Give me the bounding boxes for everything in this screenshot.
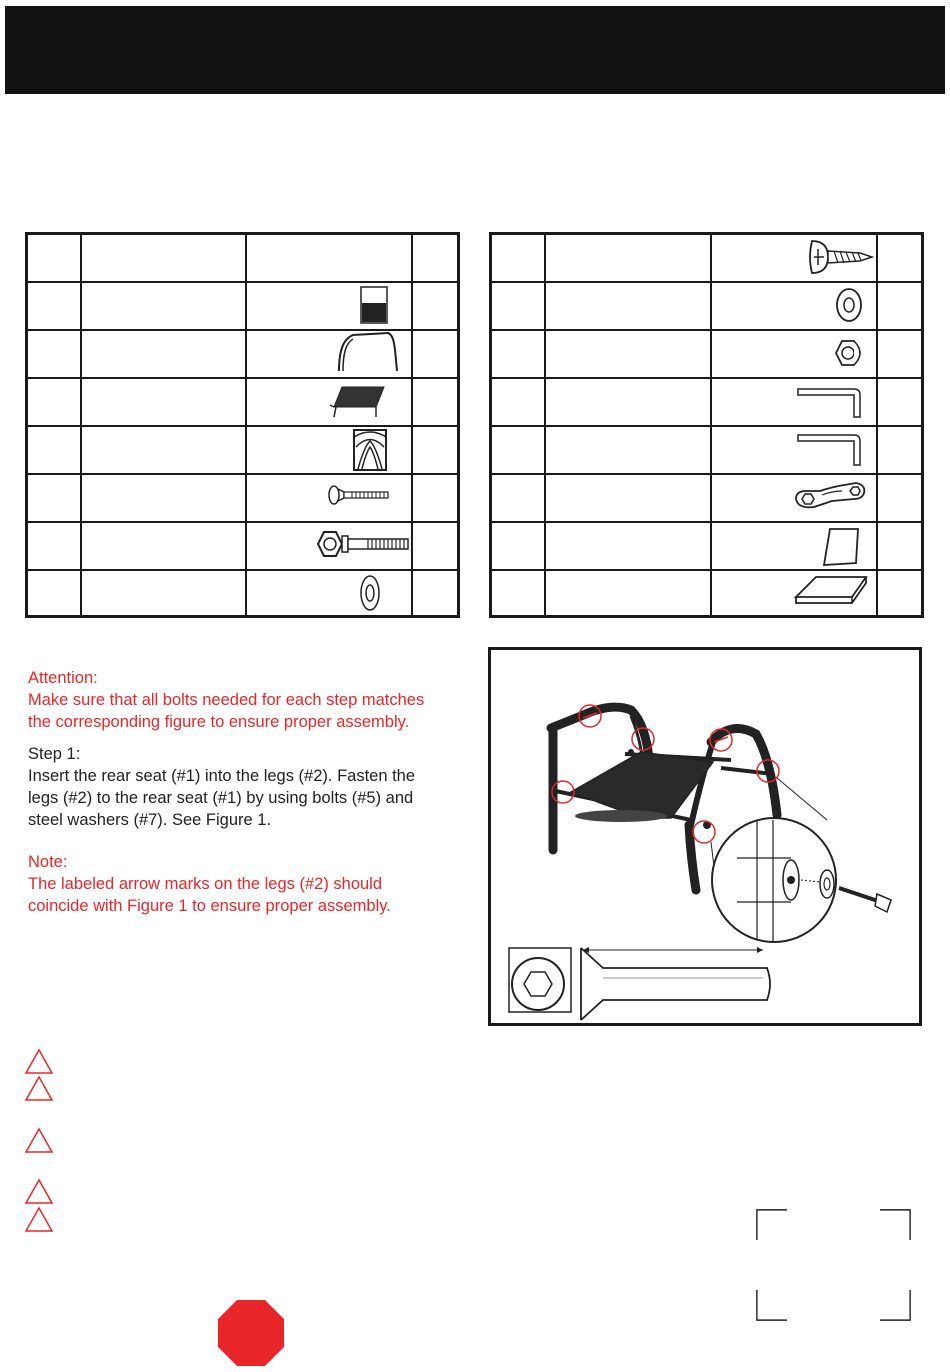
step-title: Step 1: xyxy=(28,745,81,763)
table-row xyxy=(28,473,457,521)
stop-sign-icon xyxy=(217,1299,285,1367)
attention-title: Attention: xyxy=(28,669,98,687)
parts-table-right xyxy=(489,232,924,618)
note-block xyxy=(28,851,391,917)
washer-icon xyxy=(359,573,381,613)
parts-table-left xyxy=(25,232,460,618)
step-line: Insert the rear seat (#1) into the legs (#2). Fasten the xyxy=(28,767,416,785)
corner-mark-top-left xyxy=(755,1208,787,1240)
table-row xyxy=(28,377,457,425)
corner-mark-top-right xyxy=(880,1208,912,1240)
hex-bolt-icon xyxy=(312,526,412,562)
table-row xyxy=(28,425,457,473)
warning-triangle-icon xyxy=(24,1075,54,1102)
cap-nut-icon xyxy=(832,335,866,371)
note-line: coincide with Figure 1 to ensure proper assembly. xyxy=(28,897,391,915)
figure-1-box xyxy=(488,647,922,1026)
wrench-icon xyxy=(792,477,868,513)
table-row xyxy=(28,569,457,617)
allen-key-small-icon xyxy=(796,381,868,421)
step-block xyxy=(28,743,415,831)
rear-seat-icon xyxy=(358,285,390,325)
corner-mark-bottom-right xyxy=(880,1290,912,1322)
note-title: Note: xyxy=(28,853,68,871)
warning-triangle-icon xyxy=(24,1206,54,1233)
screw-icon xyxy=(806,237,876,277)
leg-frame-icon xyxy=(333,331,403,375)
allen-key-large-icon xyxy=(796,429,868,469)
foot-pad-icon xyxy=(820,525,864,569)
corner-mark-bottom-left xyxy=(755,1290,787,1322)
header-bar xyxy=(5,6,945,94)
attention-block xyxy=(28,667,424,733)
assembly-illustration xyxy=(491,650,919,1023)
attention-line: Make sure that all bolts needed for each step matches xyxy=(28,691,425,709)
warning-triangle-icon xyxy=(24,1048,54,1075)
table-row xyxy=(28,281,457,329)
step-line: legs (#2) to the rear seat (#1) by using bolts (#5) and xyxy=(28,789,414,807)
warning-triangle-icon xyxy=(24,1127,54,1154)
table-row xyxy=(28,235,457,281)
back-panel-icon xyxy=(350,427,390,473)
warning-triangle-icon xyxy=(24,1178,54,1205)
attention-line: the corresponding figure to ensure proper assembly. xyxy=(28,713,410,731)
short-bolt-icon xyxy=(326,484,392,506)
step-line: steel washers (#7). See Figure 1. xyxy=(28,811,272,829)
flat-washer-icon xyxy=(834,287,864,323)
cushion-pad-icon xyxy=(792,575,870,609)
seat-icon xyxy=(328,381,388,421)
note-line: The labeled arrow marks on the legs (#2) should xyxy=(28,875,383,893)
